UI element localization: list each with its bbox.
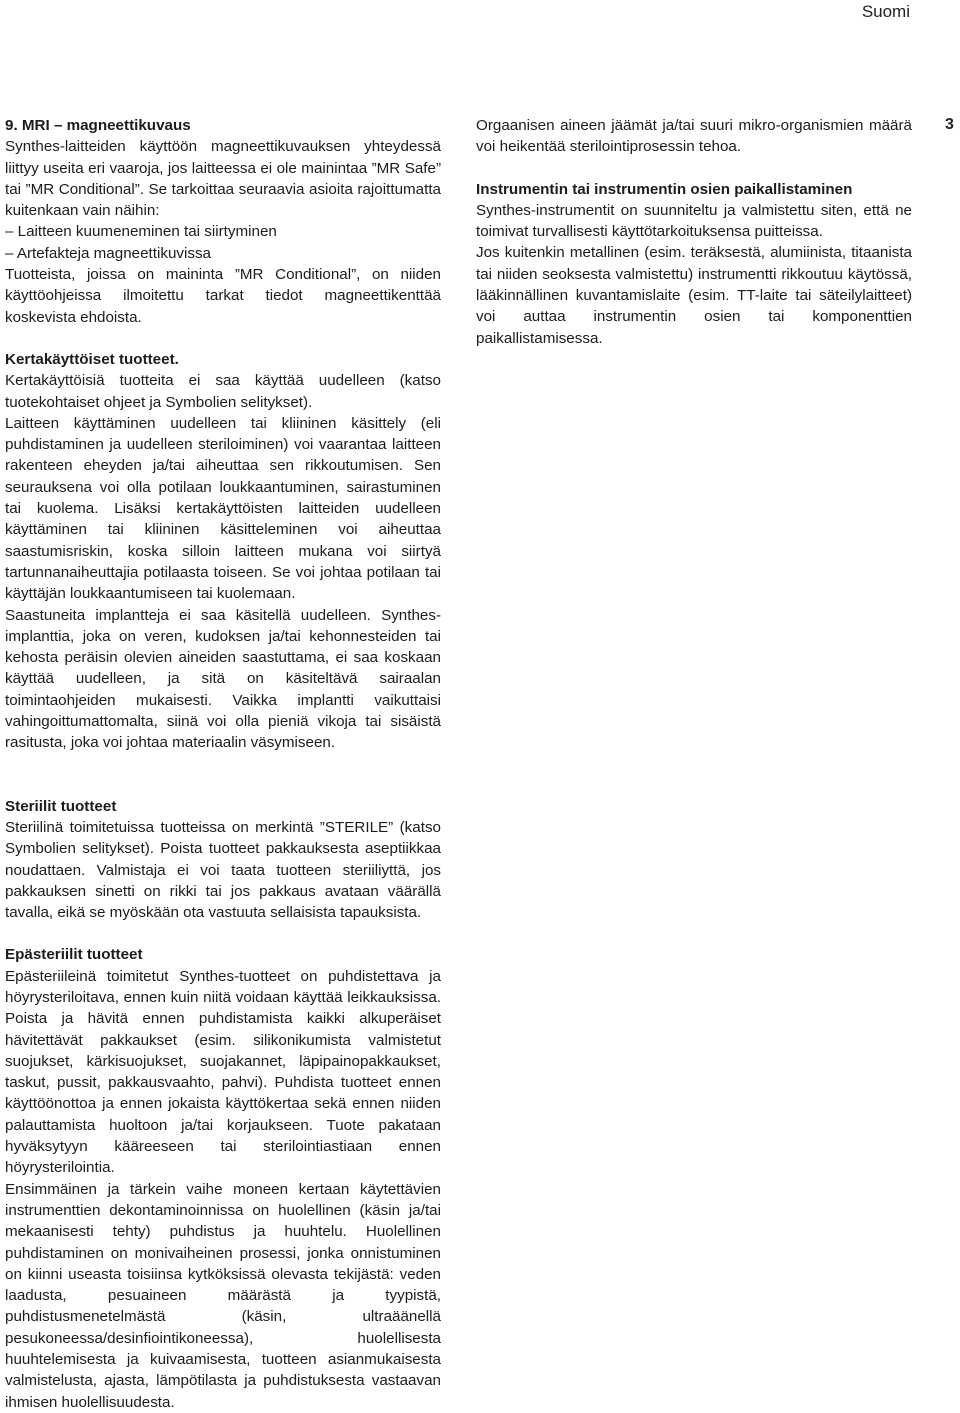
mri-outro: Tuotteista, joissa on maininta ”MR Conditional”, on niiden käyttöohjeissa ilmoitettu tarkat tiedot magneettikenttää koskevista ehdoista. (5, 266, 441, 326)
localization-heading: Instrumentin tai instrumentin osien paikallistaminen (476, 180, 853, 198)
mri-list-item: – Laitteen kuumeneminen tai siirtyminen (5, 223, 277, 241)
language-label: Suomi (861, 2, 910, 21)
single-use-heading: Kertakäyttöiset tuotteet. (5, 350, 179, 368)
right-intro: Orgaanisen aineen jäämät ja/tai suuri mikro-organismien määrä voi heikentää sterilointiprosessin tehoa. (476, 117, 912, 156)
localization-paragraph: Jos kuitenkin metallinen (esim. teräksestä, alumiinista, titaanista tai niiden seoksesta valmistettu) instrumentti rikkoutuu käytössä, lääkinnällinen kuvantamislaite (esim. TT-laite tai säteilylaitteet) voi auttaa instrumentin osien tai komponenttien paikallistamisessa. (476, 244, 912, 347)
page-number: 3 (945, 116, 954, 133)
localization-paragraph: Synthes-instrumentit on suunniteltu ja valmistettu siten, että ne toimivat turvallisesti käyttötarkoituksensa puitteissa. (476, 201, 912, 241)
sterile-paragraph: Steriilinä toimitetuissa tuotteissa on merkintä ”STERILE” (katso Symbolien selitykset). Poista tuotteet pakkauksesta aseptiikkaa noudattaen. Valmistaja ei voi taata tuotteen steriiliyttä, jos pakkauksen sinetti on rikki tai jos pakkaus avataan väärällä tavalla, eikä se myöskään ota vastuuta sellaisista tapauksista. (5, 818, 441, 922)
sterile-heading: Steriilit tuotteet (5, 797, 117, 815)
mri-intro: Synthes-laitteiden käyttöön magneettikuvauksen yhteydessä liittyy useita eri vaaroja, jos laitteessa ei ole mainintaa ”MR Safe” tai ”MR Conditional”. Se tarkoittaa seuraavia asioita rajoittumatta kuitenkaan vain näihin: (5, 138, 441, 220)
nonsterile-heading: Epästeriilit tuotteet (5, 946, 143, 964)
nonsterile-paragraph: Ensimmäinen ja tärkein vaihe moneen kertaan käytettävien instrumenttien dekontaminoinnissa on huolellinen (käsin ja/tai mekaanisesti tehty) puhdistus ja huuhtelu. Huolellinen puhdistaminen on monivaiheinen prosessi, jonka onnistuminen on kiinni useasta toisiinsa kytköksissä olevasta tekijästä: veden laadusta, pesuaineen määrästä ja tyypistä, puhdistusmenetelmästä (käsin, ultraäänellä pesukoneessa/desinfiointikoneessa), huolellisesta huuhtelemisesta ja kuivaamisesta, tuotteen asianmukaisesta valmistelusta, ajasta, lämpötilasta ja puhdistuksesta vastaavan ihmisen huolellisuudesta. (5, 1180, 441, 1411)
single-use-paragraph: Laitteen käyttäminen uudelleen tai kliininen käsittely (eli puhdistaminen ja uudelleen steriloiminen) voi vaarantaa laitteen rakenteen eheyden ja/tai aiheuttaa sen rikkoutumisen. Sen seurauksena voi olla potilaan loukkaantuminen, sairastuminen tai kuolema. Lisäksi kertakäyttöisten laitteiden uudelleen käyttäminen tai kliininen käsitteleminen voi aiheuttaa saastumisriskin, koska silloin laitteen mukana voi siirtyä tartunnanaiheuttajia potilaasta toiseen. Se voi johtaa potilaan tai käyttäjän loukkaantumiseen tai kuolemaan. (5, 414, 441, 603)
mri-heading: 9. MRI – magneettikuvaus (5, 117, 191, 134)
right-column (476, 115, 912, 349)
single-use-paragraph: Kertakäyttöisiä tuotteita ei saa käyttää uudelleen (katso tuotekohtaiset ohjeet ja Symbolien selitykset). (5, 372, 441, 411)
left-column (5, 115, 441, 1413)
single-use-paragraph: Saastuneita implantteja ei saa käsitellä uudelleen. Synthes-implanttia, joka on veren, kudoksen ja/tai kehonnesteiden tai kehosta peräisin olevien aineiden saastuttama, ei saa koskaan käyttää uudelleen, ja sitä on käsiteltävä sairaalan toimintaohjeiden mukaisesti. Vaikka implantti vaikuttaisi vahingoittumattomalta, siinä voi olla pieniä vikoja tai sisäistä rasitusta, joka voi johtaa materiaalin väsymiseen. (5, 606, 441, 752)
nonsterile-paragraph: Epästeriileinä toimitetut Synthes-tuotteet on puhdistettava ja höyrysteriloitava, ennen kuin niitä voidaan käyttää leikkauksissa. Poista ja hävitä ennen puhdistamista kaikki alkuperäiset hävitettävät pakkaukset (esim. silikonikumista valmistetut suojukset, kärkisuojukset, suojakannet, läpipainopakkaukset, taskut, pussit, pakkausvaahto, pahvi). Puhdista tuotteet ennen käyttöönottoa ja ennen jokaista käyttökertaa sekä ennen niiden palauttamista huoltoon ja/tai korjaukseen. Tuote pakataan hyväksytyyn kääreeseen tai sterilointiastiaan ennen höyrysterilointia. (5, 967, 441, 1177)
mri-list-item: – Artefakteja magneettikuvissa (5, 244, 211, 262)
